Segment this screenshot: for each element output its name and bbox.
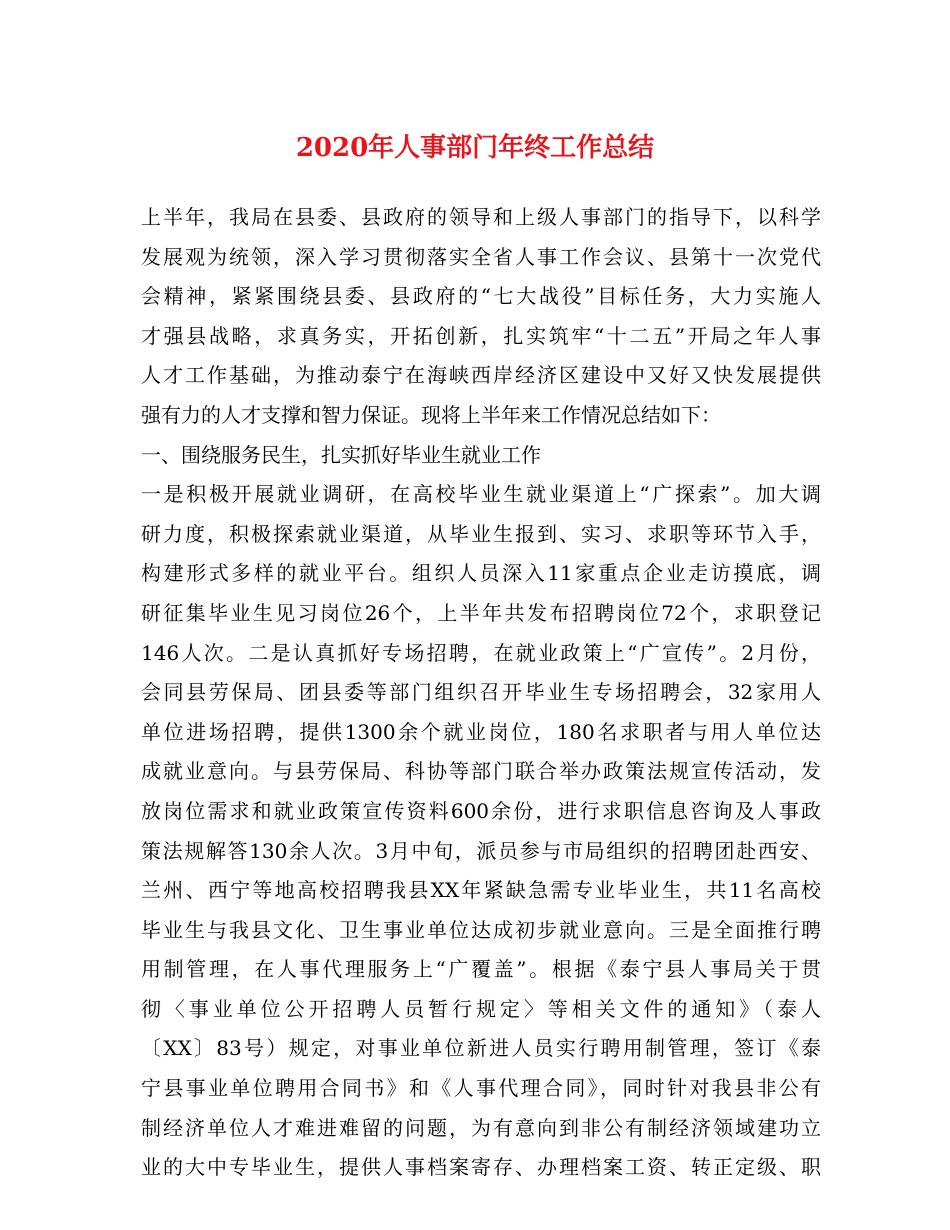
- body-line: 会精神，紧紧围绕县委、县政府的“七大战役”目标任务，大力实施人: [141, 284, 821, 309]
- body-line: 单位进场招聘，提供1300余个就业岗位，180名求职者与用人单位达: [141, 719, 821, 744]
- body-line: 宁县事业单位聘用合同书》和《人事代理合同》，同时针对我县非公有: [141, 1076, 821, 1101]
- body-line: 用制管理，在人事代理服务上“广覆盖”。根据《泰宁县人事局关于贯: [141, 957, 821, 982]
- body-line: 146人次。二是认真抓好专场招聘，在就业政策上“广宣传”。2月份，: [141, 640, 821, 665]
- body-line: 〔XX〕83号）规定，对事业单位新进人员实行聘用制管理，签订《泰: [141, 1036, 821, 1061]
- document-body: [141, 198, 821, 1188]
- body-line: 研征集毕业生见习岗位26个，上半年共发布招聘岗位72个，求职登记: [141, 600, 821, 625]
- body-line: 制经济单位人才难进难留的问题，为有意向到非公有制经济领域建功立: [141, 1115, 821, 1140]
- body-line: 上半年，我局在县委、县政府的领导和上级人事部门的指导下，以科学: [141, 205, 821, 229]
- body-line: 彻〈事业单位公开招聘人员暂行规定〉等相关文件的通知》（泰人: [141, 996, 821, 1021]
- body-line: 会同县劳保局、团县委等部门组织召开毕业生专场招聘会，32家用人: [141, 680, 821, 705]
- body-line: 兰州、西宁等地高校招聘我县XX年紧缺急需专业毕业生，共11名高校: [141, 878, 821, 903]
- body-line: 放岗位需求和就业政策宣传资料600余份，进行求职信息咨询及人事政: [141, 798, 821, 823]
- section-heading: 一、围绕服务民生，扎实抓好毕业生就业工作: [141, 442, 541, 467]
- body-line: 研力度，积极探索就业渠道，从毕业生报到、实习、求职等环节入手，: [141, 521, 821, 546]
- body-line: 构建形式多样的就业平台。组织人员深入11家重点企业走访摸底，调: [141, 561, 821, 586]
- body-line: 策法规解答130余人次。3月中旬，派员参与市局组织的招聘团赴西安、: [141, 838, 821, 863]
- body-line: 一是积极开展就业调研，在高校毕业生就业渠道上“广探索”。加大调: [141, 482, 821, 507]
- document-title: 2020年人事部门年终工作总结: [295, 133, 655, 163]
- body-line: 毕业生与我县文化、卫生事业单位达成初步就业意向。三是全面推行聘: [141, 917, 821, 942]
- body-line: 才强县战略，求真务实，开拓创新，扎实筑牢“十二五”开局之年人事: [141, 323, 821, 348]
- body-line: 强有力的人才支撑和智力保证。现将上半年来工作情况总结如下：: [141, 402, 721, 427]
- body-line: 发展观为统领，深入学习贯彻落实全省人事工作会议、县第十一次党代: [141, 244, 821, 269]
- body-line: 人才工作基础，为推动泰宁在海峡西岸经济区建设中又好又快发展提供: [141, 363, 821, 388]
- body-line: 业的大中专毕业生，提供人事档案寄存、办理档案工资、转正定级、职: [141, 1155, 821, 1180]
- body-line: 成就业意向。与县劳保局、科协等部门联合举办政策法规宣传活动，发: [141, 759, 821, 784]
